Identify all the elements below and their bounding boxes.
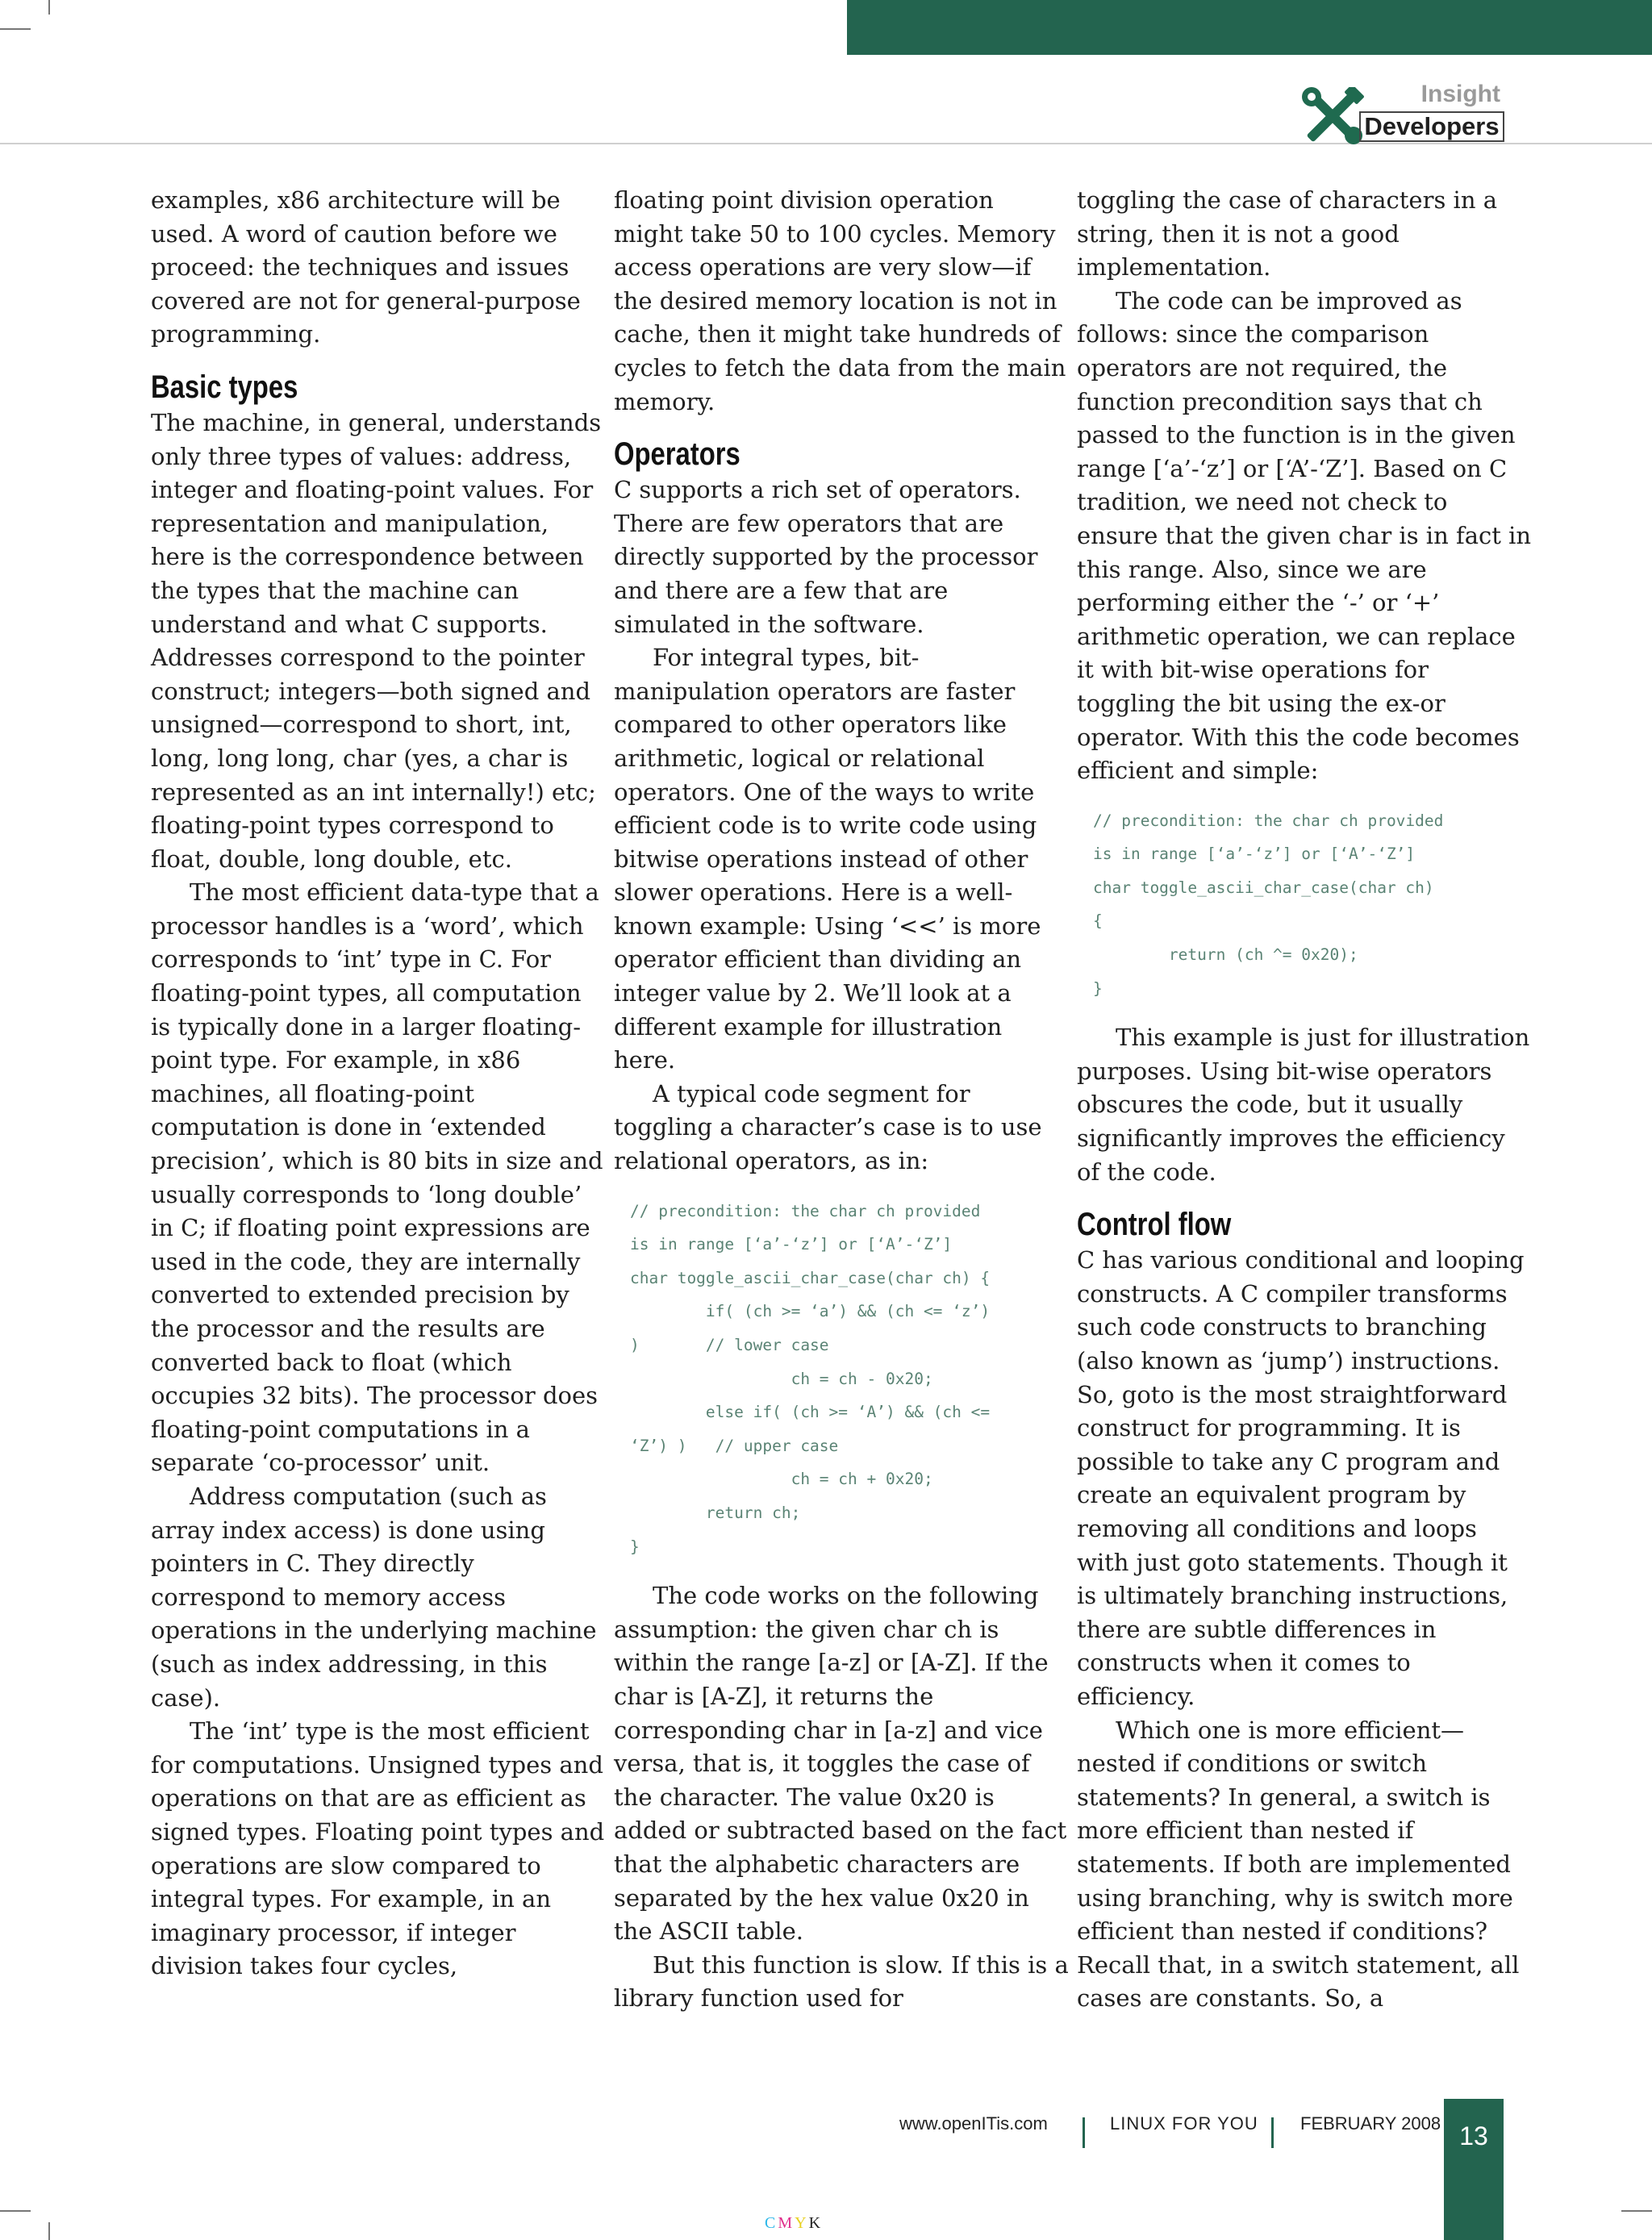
heading-operators: Operators	[614, 436, 740, 473]
page-number-box	[1444, 2099, 1504, 2240]
footer-divider	[1271, 2117, 1274, 2148]
crop-mark	[48, 2222, 50, 2240]
crop-mark	[0, 28, 31, 30]
paragraph: The code can be improved as follows: since the comparison operators are not required, the function precondition says that ch passed to the function is in the given range [‘a’-‘z’] or [‘A’-‘Z’]. Based on C tradition, we need not check to ensure that the given char is in fact in this range. Also, since we are performing either the ‘-’ or ‘+’ arithmetic operation, we can replace it with bit-wise operations for toggling the bit using the ex-or operator. With this the code becomes efficient and simple:	[1077, 286, 1532, 785]
crop-mark	[48, 0, 50, 15]
section-label-developers: Developers	[1359, 111, 1504, 142]
tools-icon	[1300, 87, 1365, 145]
footer-date: FEBRUARY 2008	[1300, 2113, 1441, 2134]
paragraph: C has various conditional and looping constructs. A C compiler transforms such code constructs to branching (also known as ‘jump’) instructions. So, goto is the most straightforward construct for programming. It is possible to take any C program and create an equivalent program by removing all conditions and loops with just goto statements. Though it is ultimately branching instructions, there are subtle differences in constructs when it comes to efficiency.	[1077, 1246, 1525, 1710]
column-1	[151, 184, 607, 1983]
page-number: 13	[1459, 2121, 1488, 2150]
section-label-insight: Insight	[1420, 81, 1500, 107]
header-bar	[847, 0, 1652, 55]
footer-divider	[1083, 2117, 1085, 2148]
crop-mark	[0, 2210, 31, 2212]
paragraph: This example is just for illustration purposes. Using bit-wise operators obscures the code, but it usually significantly improves the efficiency of the code.	[1077, 1024, 1530, 1186]
cmyk-c: C	[765, 2214, 778, 2232]
cmyk-k: K	[808, 2214, 824, 2232]
column-3	[1077, 184, 1533, 2016]
paragraph: The machine, in general, understands only three types of values: address, integer and floating-point values. For representation and manipulation, here is the correspondence between the types that the machine can understand and what C supports. Addresses correspond to the pointer construct; integers—both signed and unsigned—correspond to short, int, long, long long, char (yes, a char is represented as an int internally!) etc; floating-point types correspond to float, double, long double, etc.	[151, 408, 602, 873]
code-block: // precondition: the char ch provided is in range [‘a’-‘z’] or [‘A’-‘Z’] char toggle_ascii_char_case(char ch) { if( (ch >= ‘a’) && (ch <= ‘z’) ) // lower case ch = ch - 0x20; else if( (ch >= ‘A’) && (ch <= ‘Z’) ) // upper case ch = ch + 0x20; return ch; }	[630, 1201, 991, 1556]
cmyk-m: M	[778, 2214, 795, 2232]
cmyk-y: Y	[795, 2214, 809, 2232]
footer-url: www.openITis.com	[899, 2113, 1048, 2134]
paragraph: examples, x86 architecture will be used. A word of caution before we proceed: the techniques and issues covered are not for general-purpose programming.	[151, 186, 581, 348]
heading-control-flow: Control flow	[1077, 1207, 1232, 1243]
column-2	[614, 184, 1070, 2016]
footer-magazine: LINUX FOR YOU	[1110, 2113, 1258, 2134]
paragraph: For integral types, bit-manipulation operators are faster compared to other operators like arithmetic, logical or relational operators. One of the ways to write efficient code is to write code using bitwise operations instead of other slower operations. Here is a well-known example: Using ‘<<’ is more operator efficient than dividing an integer value by 2. We’ll look at a different example for illustration here.	[614, 644, 1041, 1074]
paragraph: The code works on the following assumption: the given char ch is within the range [a-z] or [A-Z]. If the char is [A-Z], it returns the corresponding char in [a-z] and vice versa, that is, it toggles the case of the character. The value 0x20 is added or subtracted based on the fact that the alphabetic characters are separated by the hex value 0x20 in the ASCII table.	[614, 1582, 1067, 1946]
paragraph: C supports a rich set of operators. There are few operators that are directly supported by the processor and there are a few that are simulated in the software.	[614, 476, 1038, 638]
header-rule	[0, 143, 1652, 144]
paragraph: The most efficient data-type that a processor handles is a ‘word’, which corresponds to ‘int’ type in C. For floating-point types, all computation is typically done in a larger floating-point type. For example, in x86 machines, all floating-point computation is done in ‘extended precision’, which is 80 bits in size and usually corresponds to ‘long double’ in C; if floating point expressions are used in the code, they are internally converted to extended precision by the processor and the results are converted back to float (which occupies 32 bits). The processor does floating-point computations in a separate ‘co-processor’ unit.	[151, 878, 603, 1477]
paragraph: A typical code segment for toggling a character’s case is to use relational operators, as in:	[614, 1079, 1042, 1175]
heading-basic-types: Basic types	[151, 369, 298, 405]
code-block: // precondition: the char ch provided is in range [‘a’-‘z’] or [‘A’-‘Z’] char toggle_ascii_char_case(char ch) { return (ch ^= 0x20); }	[1093, 811, 1444, 998]
paragraph: floating point division operation might take 50 to 100 cycles. Memory access operations are very slow—if the desired memory location is not in cache, then it might take hundreds of cycles to fetch the data from the main memory.	[614, 186, 1066, 415]
paragraph: But this function is slow. If this is a library function used for	[614, 1950, 1069, 2013]
paragraph: Address computation (such as array index access) is done using pointers in C. They directly correspond to memory access operations in the underlying machine (such as index addressing, in this case).	[151, 1482, 597, 1712]
paragraph: The ‘int’ type is the most efficient for computations. Unsigned types and operations on that are as efficient as signed types. Floating point types and operations are slow compared to integral types. For example, in an imaginary processor, if integer division takes four cycles,	[151, 1717, 605, 1980]
paragraph: Which one is more efficient—nested if conditions or switch statements? In general, a switch is more efficient than nested if statements. If both are implemented using branching, why is switch more efficient than nested if conditions? Recall that, in a switch statement, all cases are constants. So, a	[1077, 1716, 1520, 2013]
paragraph: toggling the case of characters in a string, then it is not a good implementation.	[1077, 186, 1498, 282]
cmyk-marks	[765, 2214, 823, 2233]
crop-mark	[1621, 2210, 1652, 2212]
